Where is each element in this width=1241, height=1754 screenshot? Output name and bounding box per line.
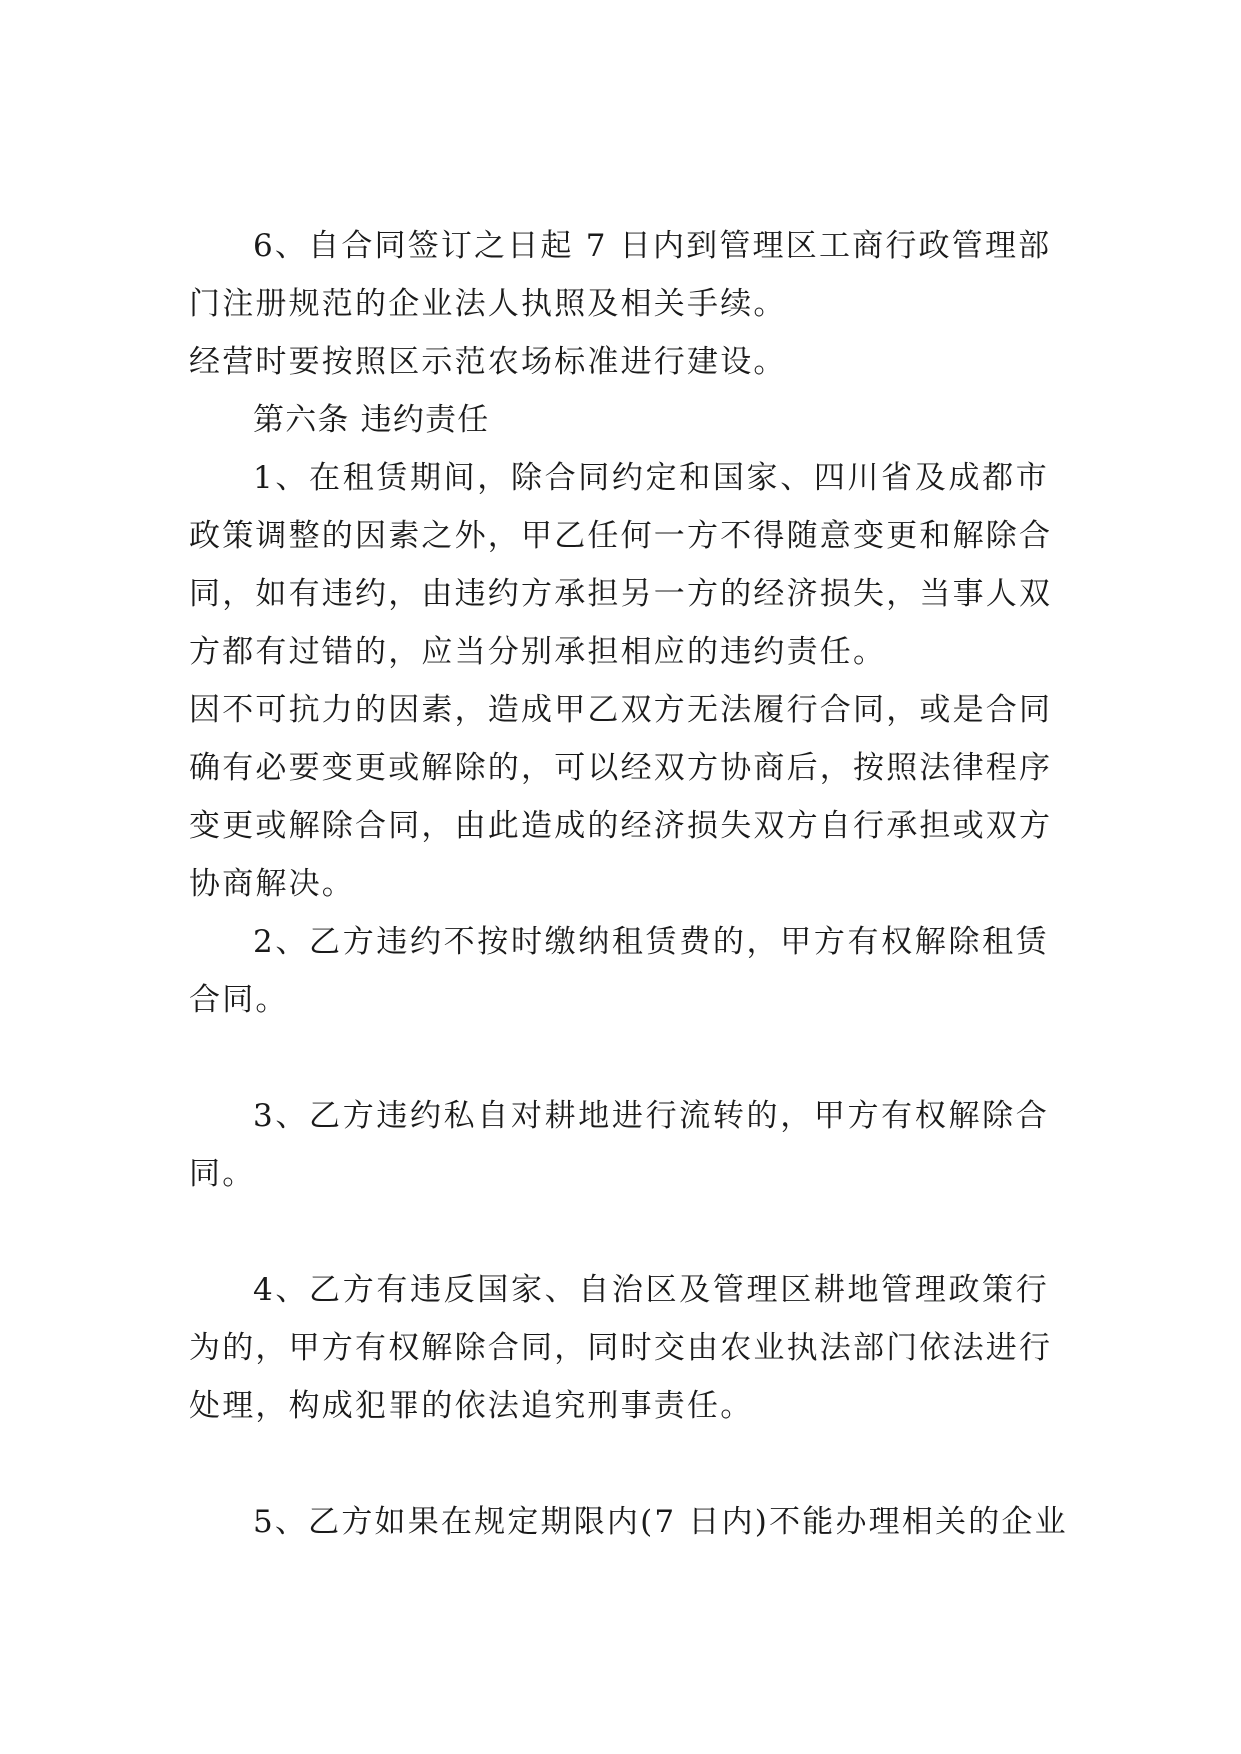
force-majeure-line-2: 确有必要变更或解除的，可以经双方协商后，按照法律程序 xyxy=(189,750,1053,786)
clause-4-line-2: 为的，甲方有权解除合同，同时交由农业执法部门依法进行 xyxy=(189,1330,1053,1366)
clause-3-line-2: 同。 xyxy=(189,1156,256,1192)
clause-3-line-1: 3、乙方违约私自对耕地进行流转的，甲方有权解除合 xyxy=(253,1098,1049,1134)
clause-2-line-2: 合同。 xyxy=(189,982,289,1018)
clause-1-line-3: 同，如有违约，由违约方承担另一方的经济损失，当事人双 xyxy=(189,576,1053,612)
force-majeure-line-3: 变更或解除合同，由此造成的经济损失双方自行承担或双方 xyxy=(189,808,1053,844)
paragraph-6-line-1: 6、自合同签订之日起 7 日内到管理区工商行政管理部 xyxy=(253,228,1052,264)
clause-1-line-2: 政策调整的因素之外，甲乙任何一方不得随意变更和解除合 xyxy=(189,518,1053,554)
clause-5-line-1: 5、乙方如果在规定期限内(7 日内)不能办理相关的企业 xyxy=(253,1504,1068,1540)
force-majeure-line-1: 因不可抗力的因素，造成甲乙双方无法履行合同，或是合同 xyxy=(189,692,1053,728)
force-majeure-line-4: 协商解决。 xyxy=(189,866,355,902)
clause-4-line-1: 4、乙方有违反国家、自治区及管理区耕地管理政策行 xyxy=(253,1272,1049,1308)
clause-2-line-1: 2、乙方违约不按时缴纳租赁费的，甲方有权解除租赁 xyxy=(253,924,1049,960)
paragraph-operation-line: 经营时要按照区示范农场标准进行建设。 xyxy=(189,344,787,380)
section-heading-article-6: 第六条 违约责任 xyxy=(253,402,490,438)
clause-4-line-3: 处理，构成犯罪的依法追究刑事责任。 xyxy=(189,1388,754,1424)
paragraph-6-line-2: 门注册规范的企业法人执照及相关手续。 xyxy=(189,286,787,322)
clause-1-line-4: 方都有过错的，应当分别承担相应的违约责任。 xyxy=(189,634,887,670)
clause-1-line-1: 1、在租赁期间，除合同约定和国家、四川省及成都市 xyxy=(253,460,1049,496)
